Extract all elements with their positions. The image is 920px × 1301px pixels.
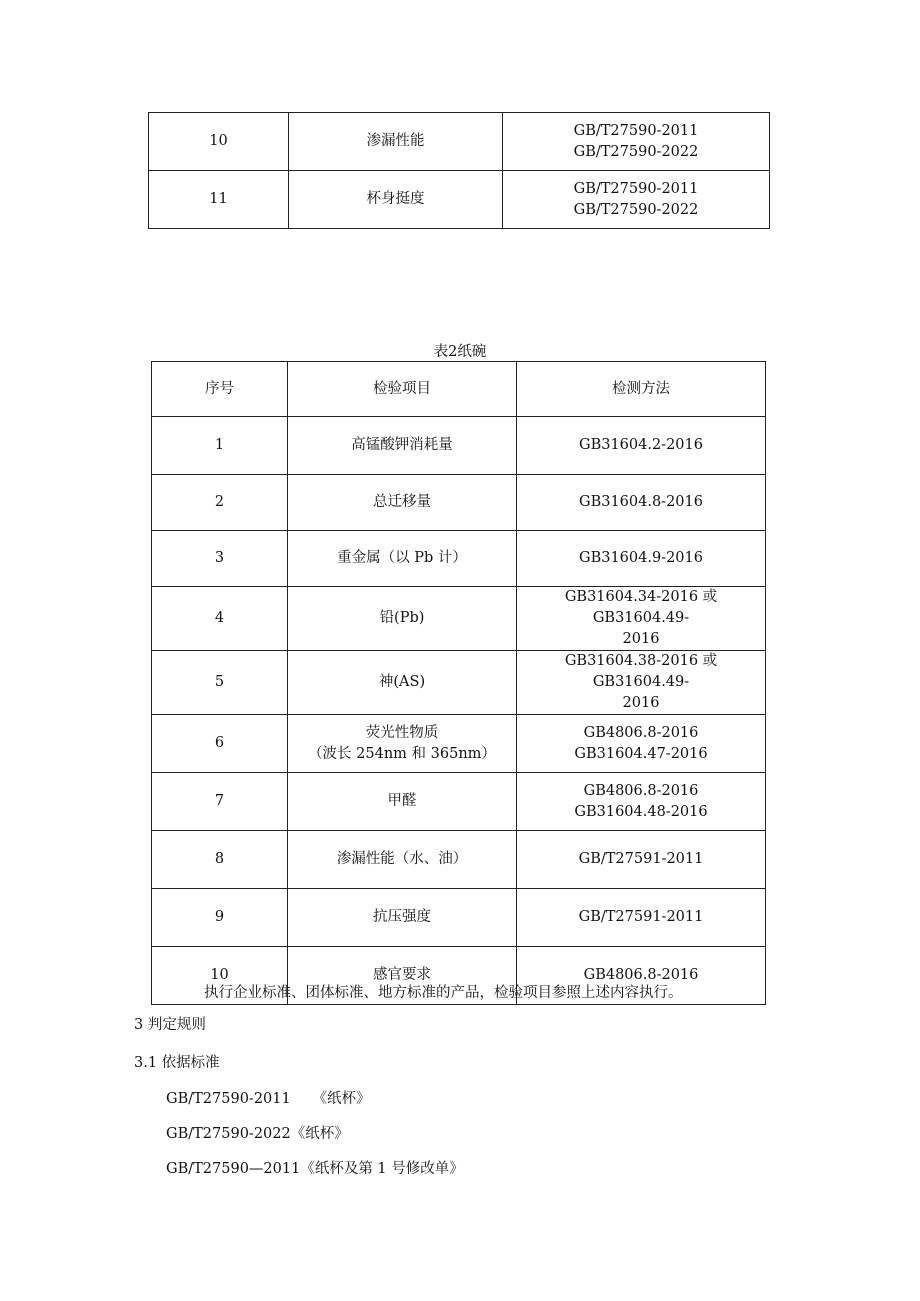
row-number: 4 xyxy=(152,587,288,651)
table-row xyxy=(152,889,766,947)
test-method: GB31604.8-2016 xyxy=(517,475,766,531)
table-row xyxy=(149,113,770,171)
test-item: 高锰酸钾消耗量 xyxy=(288,417,517,475)
test-method xyxy=(517,773,766,831)
test-item: 总迁移量 xyxy=(288,475,517,531)
row-number: 5 xyxy=(152,651,288,715)
table-row xyxy=(152,417,766,475)
row-number: 10 xyxy=(149,113,289,171)
method-line: 2016 xyxy=(622,631,660,647)
test-method: GB31604.9-2016 xyxy=(517,531,766,587)
test-method xyxy=(503,113,770,171)
standard-reference: GB/T27590—2011《纸杯及第 1 号修改单》 xyxy=(166,1161,464,1177)
header-item: 检验项目 xyxy=(288,362,517,417)
table-row xyxy=(152,773,766,831)
header-method: 检测方法 xyxy=(517,362,766,417)
item-line: 荧光性物质 xyxy=(365,724,439,741)
method-line: GB31604.47-2016 xyxy=(574,745,708,762)
test-method xyxy=(517,715,766,773)
test-item: 渗漏性能 xyxy=(289,113,503,171)
method-line: GB31604.48-2016 xyxy=(574,803,708,820)
test-method: GB4806.8-2016 xyxy=(517,947,766,1005)
row-number: 10 xyxy=(152,947,288,1005)
test-method: GB/T27591-2011 xyxy=(517,831,766,889)
method-line: GB/T27590-2011 xyxy=(573,122,699,139)
subsection-heading: 3.1 依据标准 xyxy=(134,1055,220,1071)
method-line: GB4806.8-2016 xyxy=(583,724,699,741)
test-method: GB/T27591-2011 xyxy=(517,889,766,947)
method-line: GB31604.34-2016 或 GB31604.49- xyxy=(564,589,718,626)
table-row xyxy=(152,715,766,773)
table-row xyxy=(152,475,766,531)
table-row xyxy=(152,587,766,651)
test-item: 杯身挺度 xyxy=(289,171,503,229)
test-item: 抗压强度 xyxy=(288,889,517,947)
row-number: 7 xyxy=(152,773,288,831)
standard-reference: GB/T27590-2011 《纸杯》 xyxy=(166,1091,371,1107)
test-method: GB31604.2-2016 xyxy=(517,417,766,475)
standard-reference: GB/T27590-2022《纸杯》 xyxy=(166,1126,349,1142)
row-number: 3 xyxy=(152,531,288,587)
row-number: 6 xyxy=(152,715,288,773)
method-line: GB/T27590-2022 xyxy=(573,143,699,160)
header-number: 序号 xyxy=(152,362,288,417)
test-method xyxy=(503,171,770,229)
row-number: 11 xyxy=(149,171,289,229)
row-number: 8 xyxy=(152,831,288,889)
table-row xyxy=(152,651,766,715)
table-paper-cups-continued xyxy=(148,112,770,229)
method-line: GB/T27590-2011 xyxy=(573,180,699,197)
test-method xyxy=(517,587,766,651)
method-line: 2016 xyxy=(622,695,660,711)
table-paper-bowls xyxy=(151,361,766,1005)
method-line: GB4806.8-2016 xyxy=(583,782,699,799)
test-item: 神(AS) xyxy=(288,651,517,715)
test-item: 重金属（以 Pb 计） xyxy=(288,531,517,587)
test-method xyxy=(517,651,766,715)
test-item: 感官要求 xyxy=(288,947,517,1005)
table-header-row xyxy=(152,362,766,417)
test-item: 甲醛 xyxy=(288,773,517,831)
method-line: GB31604.38-2016 或 GB31604.49- xyxy=(564,653,718,690)
method-line: GB/T27590-2022 xyxy=(573,201,699,218)
test-item xyxy=(288,715,517,773)
item-line: （波长 254nm 和 365nm） xyxy=(308,745,496,762)
test-item: 铅(Pb) xyxy=(288,587,517,651)
row-number: 1 xyxy=(152,417,288,475)
table-row xyxy=(152,531,766,587)
section-heading: 3 判定规则 xyxy=(134,1017,206,1033)
table-row xyxy=(149,171,770,229)
table-row xyxy=(152,831,766,889)
note-paragraph: 执行企业标准、团体标准、地方标准的产品，检验项目参照上述内容执行。 xyxy=(204,985,683,1001)
test-item: 渗漏性能（水、油） xyxy=(288,831,517,889)
table-caption: 表2纸碗 xyxy=(433,344,487,360)
row-number: 9 xyxy=(152,889,288,947)
row-number: 2 xyxy=(152,475,288,531)
